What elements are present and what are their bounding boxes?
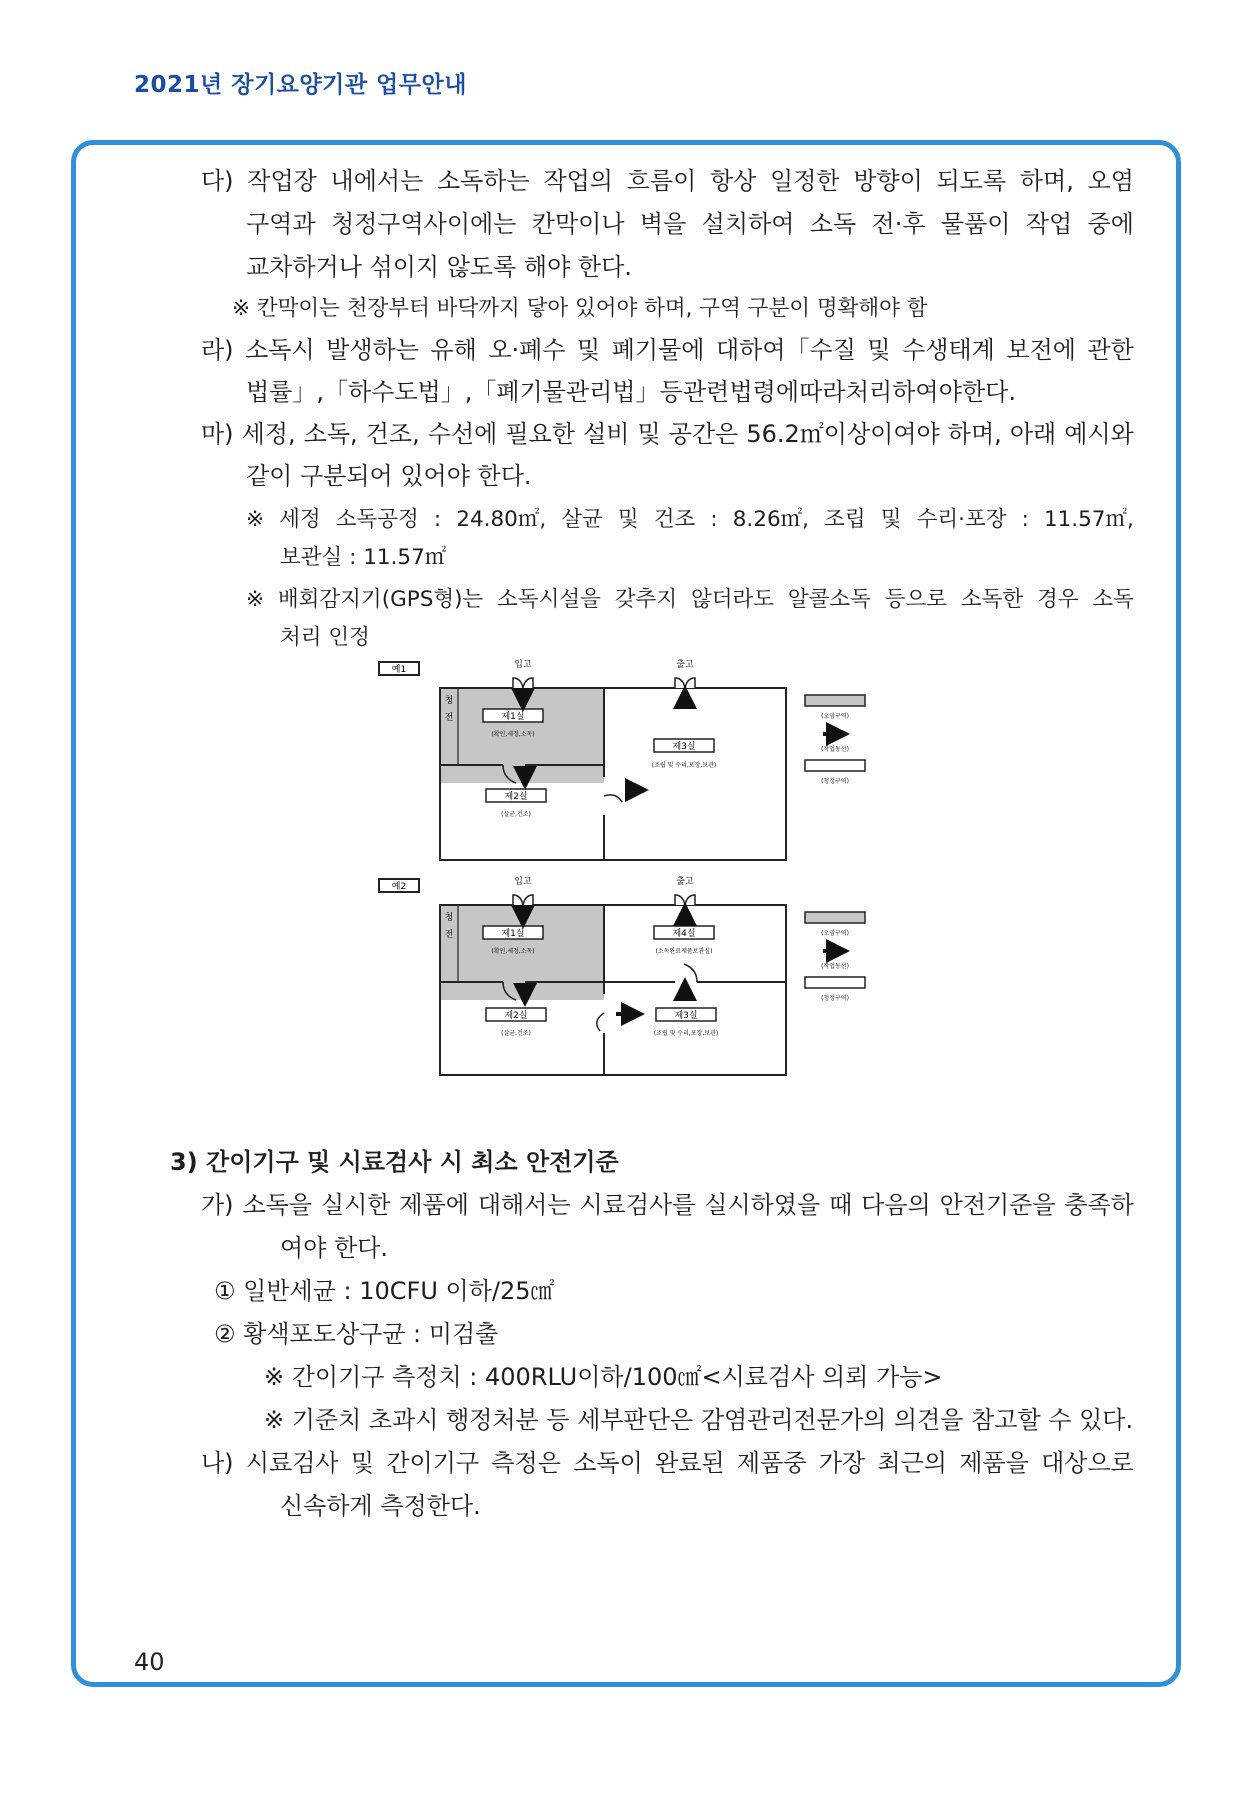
word: 소독한: [960, 587, 1024, 612]
word: 물품이: [940, 210, 1011, 238]
door-icon: [685, 895, 695, 905]
word: 안전기준을: [939, 1191, 1056, 1219]
word: 오·폐수: [488, 336, 566, 364]
example-tag: 예2: [391, 882, 407, 892]
word: 마): [201, 420, 234, 448]
word: 최근의: [877, 1449, 947, 1477]
word: 보전에: [1006, 336, 1076, 364]
room-4-label: 제4실: [672, 929, 696, 939]
word: 대해서는: [477, 1191, 571, 1219]
door-icon: [685, 678, 695, 688]
door-icon: [675, 895, 685, 905]
word: 가장: [818, 1449, 866, 1477]
door-icon: [675, 678, 685, 688]
word: 공간은: [668, 420, 739, 448]
word: 폐기물에: [611, 336, 705, 364]
room-1-desc: (확인,세정,소독): [491, 948, 535, 955]
door-icon: [513, 678, 523, 688]
item-ga-line1: [201, 1189, 1134, 1221]
word: 관한: [1087, 336, 1134, 364]
word: 오염: [1087, 167, 1134, 195]
word: 세정: [279, 507, 321, 532]
floor-plan-diagrams: [370, 652, 940, 1090]
word: 실시한: [320, 1191, 391, 1219]
room-2-desc: (살균,건조): [501, 811, 531, 818]
word: 대하여「수질: [715, 336, 856, 364]
room-4-desc: (소독완료제품보관실): [655, 948, 713, 955]
floor-plan-example-2: [379, 875, 865, 1075]
door-icon: [523, 678, 533, 688]
side-label: 청: [444, 696, 454, 706]
item-ma-line1: [201, 418, 1134, 450]
word: 제품에: [399, 1191, 469, 1219]
word: 시료검사: [245, 1449, 339, 1477]
word: 소독이: [573, 1449, 643, 1477]
word: 소독시: [245, 336, 315, 364]
room-3-label: 제3실: [674, 1011, 698, 1021]
word: 세정,: [241, 420, 296, 448]
word: 한다.: [961, 378, 1016, 406]
door-icon: [513, 895, 523, 905]
word: 칸막이나: [531, 210, 625, 238]
word: 및: [350, 1449, 375, 1477]
item-ma-note1-line2: 보관실 : 11.57㎡: [280, 545, 447, 570]
word: 예시와: [1064, 420, 1134, 448]
item-na-line1: [201, 1447, 1134, 1479]
inbound-label: 입고: [514, 660, 532, 670]
running-header: 2021년 장기요양기관 업무안내: [134, 72, 467, 98]
criterion-2: ② 황색포도상구균 : 미검출: [214, 1320, 499, 1348]
word: 내에서는: [330, 167, 424, 195]
section-3-heading: 3) 간이기구 및 시료검사 시 최소 안전기준: [170, 1148, 619, 1176]
word: 수선에: [427, 420, 498, 448]
door-icon: [597, 1013, 604, 1031]
door-icon: [523, 895, 533, 905]
word: 간이기구: [386, 1449, 480, 1477]
word: 소독시설을: [497, 587, 601, 612]
word: 설비: [583, 420, 630, 448]
word: 설치하여: [701, 210, 795, 238]
legend-contaminated-swatch: [805, 912, 865, 923]
word: 중에: [1087, 210, 1134, 238]
word: 작업: [1025, 210, 1073, 238]
room-1-desc: (확인,세정,소독): [491, 731, 535, 738]
floor-plan-example-1: [379, 658, 865, 860]
word: 수리·포장: [916, 507, 1007, 532]
legend-flow-label: (작업동선): [821, 963, 849, 970]
example-tag: 예1: [391, 665, 407, 675]
word: 소독: [809, 210, 857, 238]
item-ma-note1-line1: [246, 504, 1134, 536]
word: 제품을: [959, 1449, 1029, 1477]
door-icon: [684, 964, 697, 982]
legend-clean-label: (청정구역): [821, 778, 849, 785]
item-ma-note2-line1: [246, 584, 1134, 616]
side-label: 전: [444, 713, 454, 723]
word: 나): [201, 1449, 234, 1477]
word: 및: [617, 507, 639, 532]
word: 항상: [709, 167, 757, 195]
word: 일정한: [770, 167, 840, 195]
word: 시료검사를: [579, 1191, 696, 1219]
legend-contaminated-label: (오염구역): [821, 930, 849, 937]
word: 측정은: [491, 1449, 561, 1477]
word: 라): [201, 336, 234, 364]
item-na-line2: 신속하게 측정한다.: [280, 1492, 481, 1520]
word: 다): [201, 167, 234, 195]
legend-clean-label: (청정구역): [821, 995, 849, 1002]
word: 작업의: [543, 167, 613, 195]
word: 완료된: [655, 1449, 725, 1477]
room-3-label: 제3실: [672, 742, 696, 752]
word: 소독,: [303, 420, 358, 448]
word: 24.80㎡,: [456, 507, 547, 532]
word: 소독하는: [436, 167, 530, 195]
word: 전·후: [871, 210, 926, 238]
word: 아래: [1009, 420, 1057, 448]
word: 제품중: [736, 1449, 807, 1477]
side-label: 청: [444, 913, 454, 923]
item-ma-line2: 같이 구분되어 있어야 한다.: [246, 462, 532, 490]
word: 청정구역사이에는: [330, 210, 517, 238]
word: 때: [829, 1191, 853, 1219]
word: 유해: [430, 336, 477, 364]
word: 및: [577, 336, 601, 364]
item-ra-line1: [201, 334, 1134, 366]
word: 따라: [799, 378, 846, 406]
word: 살균: [561, 507, 603, 532]
word: 조립: [824, 507, 866, 532]
word: 소독: [1092, 587, 1134, 612]
word: 배회감지기(GPS형)는: [277, 587, 484, 612]
item-ma-note2-line2: 처리 인정: [280, 625, 370, 650]
outbound-label: 출고: [676, 660, 694, 670]
word: 및: [637, 420, 661, 448]
item-da-line2: [246, 208, 1134, 240]
legend-clean-swatch: [805, 760, 865, 771]
word: 소독을: [242, 1191, 313, 1219]
word: 및: [867, 336, 891, 364]
word: 하며,: [1019, 167, 1074, 195]
word: 않더라도: [690, 587, 775, 612]
outbound-label: 출고: [676, 877, 694, 887]
item-da-line1: [201, 165, 1134, 197]
word: 가): [201, 1191, 234, 1219]
criterion-note-1: ※ 간이기구 측정치 : 400RLU이하/100㎠<시료검사 의뢰 가능>: [264, 1363, 943, 1391]
word: 작업장: [247, 167, 317, 195]
word: 건조: [653, 507, 696, 532]
legend-contaminated-label: (오염구역): [821, 713, 849, 720]
item-ga-line2: 여야 한다.: [280, 1234, 388, 1262]
word: 알콜소독: [787, 587, 871, 612]
room-2-desc: (살균,건조): [501, 1030, 531, 1037]
word: 실시하였을: [704, 1191, 821, 1219]
word: 구역과: [246, 210, 316, 238]
word: 법률」,「하수도법」,「폐기물관리법」등: [246, 378, 683, 406]
word: 필요한: [505, 420, 575, 448]
word: 법령에: [729, 378, 800, 406]
room-3-desc: (조립 및 수리,포장,보관): [653, 1030, 719, 1037]
room-2-label: 제2실: [504, 1011, 528, 1021]
word: 대상으로: [1041, 1449, 1134, 1477]
word: 및: [880, 507, 902, 532]
side-label: 전: [444, 930, 454, 940]
word: 발생하는: [326, 336, 419, 364]
word: :: [1021, 507, 1029, 532]
legend-clean-swatch: [805, 977, 865, 988]
word: :: [433, 507, 442, 532]
word: 충족하: [1064, 1191, 1134, 1219]
word: 되도록: [936, 167, 1007, 195]
word: 처리하여야: [845, 378, 962, 406]
word: ※: [246, 587, 265, 612]
room-3-desc: (조립 및 수리,포장,보관): [651, 762, 717, 769]
word: 건조,: [365, 420, 420, 448]
word: 관련: [682, 378, 730, 406]
item-da-line3: 교차하거나 섞이지 않도록 해야 한다.: [246, 253, 632, 281]
room-1-label: 제1실: [501, 929, 525, 939]
word: 수생태계: [902, 336, 995, 364]
item-da-note: ※ 칸막이는 천장부터 바닥까지 닿아 있어야 하며, 구역 구분이 명확해야 함: [232, 296, 928, 321]
word: 갖추지: [614, 587, 678, 612]
legend-flow-label: (작업동선): [821, 746, 849, 753]
inbound-label: 입고: [514, 877, 532, 887]
word: 소독공정: [335, 507, 419, 532]
word: 등으로: [884, 587, 948, 612]
word: 경우: [1037, 587, 1079, 612]
room-1-label: 제1실: [501, 712, 525, 722]
word: 다음의: [861, 1191, 931, 1219]
criterion-1: ① 일반세균 : 10CFU 이하/25㎠: [214, 1277, 555, 1305]
word: 56.2㎡이상이여야: [746, 420, 940, 448]
criterion-note-2: ※ 기준치 초과시 행정처분 등 세부판단은 감염관리전문가의 의견을 참고할 수 있다.: [264, 1406, 1134, 1434]
word: 벽을: [639, 210, 687, 238]
word: 흐름이: [626, 167, 697, 195]
door-icon: [604, 795, 622, 802]
word: 8.26㎡,: [732, 507, 809, 532]
word: ※: [246, 507, 265, 532]
room-2-label: 제2실: [504, 792, 528, 802]
word: 하며,: [947, 420, 1002, 448]
page-number: 40: [134, 1648, 165, 1676]
legend-contaminated-swatch: [805, 695, 865, 706]
word: :: [710, 507, 718, 532]
item-ra-line2: [246, 376, 1016, 408]
word: 방향이: [853, 167, 923, 195]
word: 11.57㎡,: [1043, 507, 1134, 532]
